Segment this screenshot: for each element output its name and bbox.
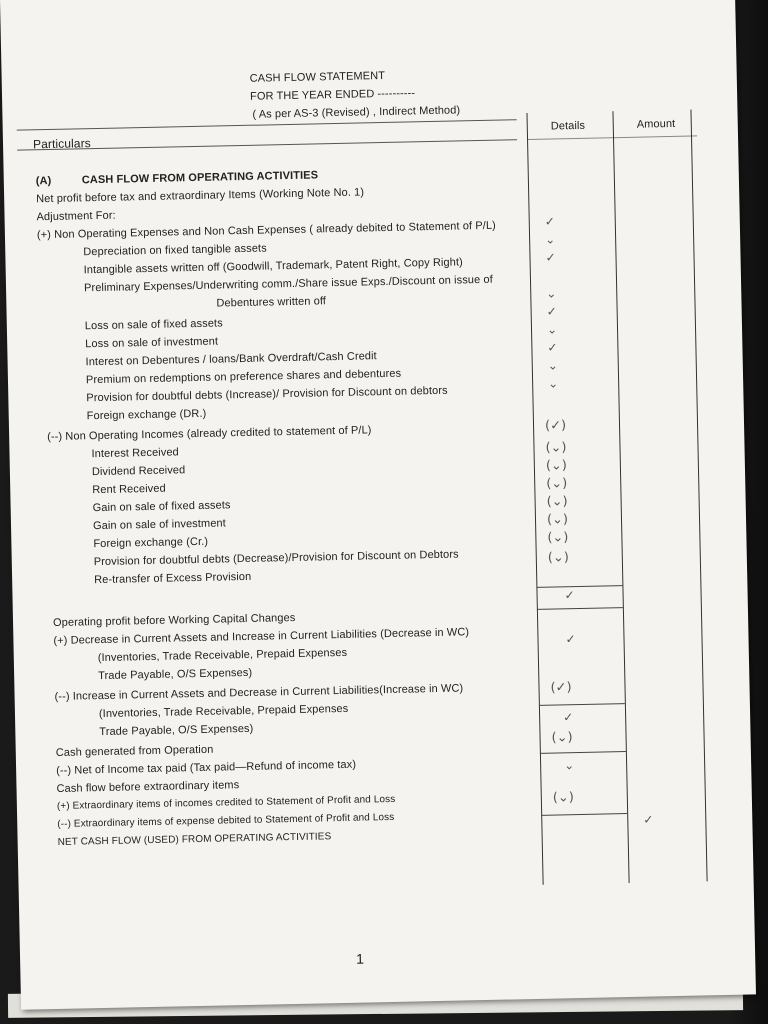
tick-mark: ✓: [643, 812, 654, 827]
tick-mark: ⌄: [547, 358, 558, 373]
tick-mark: ✓: [547, 340, 558, 355]
less-item: Provision for doubtful debts (Decrease)/Provision for Discount on Debtors: [93, 548, 459, 569]
less-heading: (--) Non Operating Incomes (already credited to statement of P/L): [47, 424, 372, 444]
amount-column-right-rule: [690, 110, 707, 882]
bracket-tick: (⌄): [545, 440, 567, 456]
wc-add-item: Trade Payable, O/S Expenses): [98, 666, 253, 683]
net-profit-line: Net profit before tax and extraordinary Items (Working Note No. 1): [36, 186, 365, 206]
statement-method: ( As per AS-3 (Revised) , Indirect Method): [252, 104, 461, 121]
bracket-tick: (⌄): [551, 730, 573, 746]
tick-mark: ✓: [544, 214, 555, 229]
add-item: Loss on sale of fixed assets: [84, 317, 223, 333]
bracket-tick: (⌄): [552, 790, 575, 806]
page-number: 1: [355, 950, 365, 967]
add-item: Intangible assets written off (Goodwill, Trademark, Patent Right, Copy Right): [83, 256, 463, 277]
less-item: Re-transfer of Excess Provision: [94, 570, 252, 587]
add-item: Provision for doubtful debts (Increase)/ Provision for Discount on debtors: [86, 384, 448, 405]
add-item: Loss on sale of investment: [85, 335, 219, 351]
add-item: Foreign exchange (DR.): [86, 407, 207, 423]
tick-mark: ⌄: [546, 286, 557, 301]
tick-mark: ⌄: [548, 376, 559, 391]
bracket-tick: (⌄): [547, 550, 570, 566]
amount-header: Amount: [636, 117, 676, 131]
header-rule-bottom: [17, 139, 517, 150]
bracket-tick: (✓): [550, 680, 572, 696]
subtotal-rule: [536, 585, 622, 588]
bracket-tick: (⌄): [546, 494, 568, 510]
operating-profit-line: Operating profit before Working Capital Changes: [52, 611, 296, 630]
header-rule-top: [17, 119, 517, 130]
section-label: (A): [35, 174, 52, 188]
add-item-continued: Debentures written off: [216, 295, 327, 310]
add-item: Depreciation on fixed tangible assets: [83, 242, 267, 259]
less-item: Rent Received: [92, 482, 166, 497]
details-column-left-rule: [526, 113, 543, 885]
less-item: Foreign exchange (Cr.): [93, 535, 209, 551]
particulars-header: Particulars: [32, 136, 91, 152]
tick-mark: ⌄: [544, 232, 556, 247]
bracket-tick: (⌄): [545, 458, 568, 474]
subtotal-rule: [539, 703, 625, 706]
wc-add-item: (Inventories, Trade Receivable, Prepaid Expenses: [97, 646, 348, 665]
net-cash-flow-line: NET CASH FLOW (USED) FROM OPERATING ACTIVITIES: [57, 831, 332, 848]
add-heading: (+) Non Operating Expenses and Non Cash Expenses ( already debited to Statement of P/L): [36, 219, 497, 242]
before-extraordinary-line: Cash flow before extraordinary items: [56, 779, 240, 795]
extraordinary-expense-line: (--) Extraordinary items of expense debited to Statement of Profit and Loss: [57, 811, 395, 830]
add-item: Premium on redemptions on preference shares and debentures: [85, 367, 402, 387]
less-item: Gain on sale of fixed assets: [92, 499, 231, 515]
tick-mark: ⌄: [546, 322, 558, 337]
bracket-tick: (⌄): [546, 512, 569, 528]
bracket-tick: (⌄): [547, 530, 569, 546]
tick-mark: ⌄: [564, 758, 575, 773]
amount-column-left-rule: [612, 111, 629, 883]
subtotal-rule: [540, 751, 626, 754]
less-item: Dividend Received: [91, 464, 186, 479]
add-item: Interest on Debentures / loans/Bank Overdraft/Cash Credit: [85, 350, 377, 369]
details-header: Details: [550, 119, 586, 133]
tick-mark: ✓: [565, 632, 576, 647]
wc-less-item: (Inventories, Trade Receivable, Prepaid Expenses: [98, 702, 349, 721]
less-item: Gain on sale of investment: [92, 517, 226, 533]
statement-title: CASH FLOW STATEMENT: [249, 69, 386, 85]
bracket-tick: (⌄): [546, 476, 568, 492]
adjustment-line: Adjustment For:: [36, 209, 116, 224]
add-item: Preliminary Expenses/Underwriting comm./Share issue Exps./Discount on issue of: [83, 273, 493, 295]
statement-year: FOR THE YEAR ENDED ----------: [249, 87, 416, 103]
tick-mark: ✓: [564, 588, 575, 603]
tick-mark: ✓: [563, 710, 574, 725]
subtotal-rule: [541, 813, 627, 816]
tax-paid-line: (--) Net of Income tax paid (Tax paid—Refund of income tax): [56, 758, 357, 777]
tick-mark: ✓: [545, 250, 556, 265]
bracket-tick: (✓): [544, 418, 567, 434]
section-title: CASH FLOW FROM OPERATING ACTIVITIES: [81, 169, 319, 187]
wc-less-item: Trade Payable, O/S Expenses): [99, 722, 254, 739]
wc-less-heading: (--) Increase in Current Assets and Decrease in Current Liabilities(Increase in WC): [54, 682, 464, 704]
wc-add-heading: (+) Decrease in Current Assets and Increase in Current Liabilities (Decrease in WC): [53, 626, 470, 648]
tick-mark: ✓: [546, 304, 557, 319]
subtotal-rule: [537, 607, 623, 610]
extraordinary-income-line: (+) Extraordinary items of incomes credited to Statement of Profit and Loss: [56, 793, 396, 812]
less-item: Interest Received: [91, 446, 179, 461]
cash-generated-line: Cash generated from Operation: [55, 743, 214, 759]
